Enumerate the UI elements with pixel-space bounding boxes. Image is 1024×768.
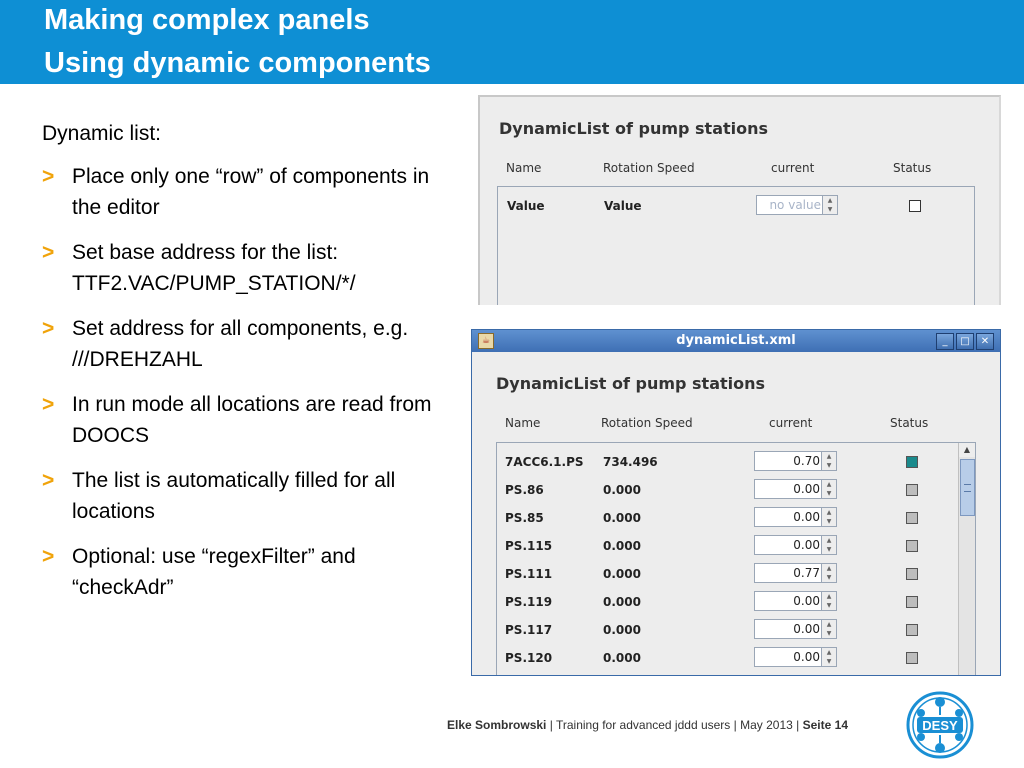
bullet-text: Set address for all components, e.g. ///DREHZAHL [72, 317, 409, 371]
bullet-arrow-icon: > [42, 469, 55, 492]
status-indicator [906, 540, 918, 552]
bullet-text: Optional: use “regexFilter” and “checkAdr” [72, 545, 356, 599]
bullet-arrow-icon: > [42, 393, 55, 416]
grip-icon [964, 484, 971, 492]
current-spinner[interactable] [754, 619, 837, 639]
java-app-icon: ☕ [478, 333, 494, 349]
row-name: 7ACC6.1.PS [505, 455, 584, 469]
status-indicator [906, 456, 918, 468]
row-speed: 0.000 [603, 483, 641, 497]
spinner-down-icon[interactable]: ▼ [826, 518, 832, 525]
footer-page: Seite 14 [802, 718, 848, 732]
logo-dot [917, 709, 925, 717]
bullet-arrow-icon: > [42, 545, 55, 568]
current-spinner[interactable] [754, 535, 837, 555]
bullet-text: The list is automatically filled for all locations [72, 469, 396, 523]
spinner-down-icon[interactable]: ▼ [826, 630, 832, 637]
row-name: PS.115 [505, 539, 553, 553]
maximize-button[interactable]: □ [956, 333, 974, 350]
spinner-value: 0.00 [793, 538, 820, 552]
spinner-arrows[interactable] [821, 508, 836, 526]
footer-author: Elke Sombrowski [447, 718, 547, 732]
desy-logo-icon [905, 690, 975, 760]
logo-dot [955, 733, 963, 741]
column-header-rotation-speed: Rotation Speed [603, 161, 695, 175]
spinner-down-icon[interactable]: ▼ [826, 490, 832, 497]
spinner-arrows[interactable] [821, 536, 836, 554]
spinner-up-icon[interactable]: ▲ [826, 453, 832, 460]
column-header-status: Status [890, 416, 929, 430]
row-name: PS.85 [505, 511, 544, 525]
row-name: PS.119 [505, 595, 553, 609]
bullet-item [42, 465, 442, 527]
spinner-value: 0.00 [793, 594, 820, 608]
editor-panel [478, 95, 1001, 305]
footer-date: May 2013 [740, 718, 793, 732]
footer-event: Training for advanced jddd users [555, 718, 731, 732]
editor-panel-title: DynamicList of pump stations [499, 119, 769, 138]
spinner-value: 0.00 [793, 622, 820, 636]
table-row [497, 475, 957, 503]
logo-text: DESY [922, 718, 958, 733]
spinner-down-icon[interactable]: ▼ [826, 546, 832, 553]
spinner-arrows[interactable] [821, 592, 836, 610]
spinner-value: no value [769, 198, 821, 212]
current-spinner[interactable] [754, 479, 837, 499]
spinner-up-icon[interactable]: ▲ [827, 197, 833, 204]
table-row [497, 531, 957, 559]
editor-row-speed: Value [604, 199, 642, 213]
bullet-arrow-icon: > [42, 165, 55, 188]
window-title: dynamicList.xml [676, 333, 796, 348]
bullet-item [42, 237, 442, 299]
spinner-arrows[interactable] [821, 480, 836, 498]
bullet-item [42, 313, 442, 375]
minimize-button[interactable]: _ [936, 333, 954, 350]
window-panel-title: DynamicList of pump stations [496, 374, 766, 393]
logo-dot [935, 697, 945, 707]
logo-dot [935, 743, 945, 753]
scroll-up-icon[interactable]: ▲ [959, 443, 975, 457]
close-button[interactable]: ✕ [976, 333, 994, 350]
slide-footer [447, 718, 848, 732]
spinner-arrows[interactable] [821, 564, 836, 582]
slide-title-line1: Making complex panels [44, 4, 370, 36]
slide-header [0, 0, 1024, 84]
spinner-up-icon[interactable]: ▲ [826, 621, 832, 628]
status-indicator [906, 512, 918, 524]
spinner-value: 0.00 [793, 650, 820, 664]
row-name: PS.111 [505, 567, 553, 581]
current-spinner[interactable] [754, 563, 837, 583]
row-speed: 0.000 [603, 651, 641, 665]
spinner-down-icon[interactable]: ▼ [826, 658, 832, 665]
scrollbar-thumb[interactable] [960, 459, 975, 516]
table-row [497, 559, 957, 587]
bullet-item [42, 161, 442, 223]
footer-separator: | [733, 718, 737, 732]
spinner-arrows[interactable] [821, 452, 836, 470]
spinner-down-icon[interactable]: ▼ [826, 602, 832, 609]
spinner-up-icon[interactable]: ▲ [826, 481, 832, 488]
table-row [497, 587, 957, 615]
column-header-status: Status [893, 161, 932, 175]
spinner-value: 0.00 [793, 510, 820, 524]
bullet-item [42, 541, 442, 603]
spinner-down-icon[interactable]: ▼ [826, 462, 832, 469]
status-indicator [906, 568, 918, 580]
status-indicator [906, 652, 918, 664]
column-header-name: Name [506, 161, 542, 175]
bullet-arrow-icon: > [42, 317, 55, 340]
bullet-text: Set base address for the list: TTF2.VAC/PUMP_STATION/*/ [72, 241, 356, 295]
status-indicator [906, 624, 918, 636]
current-spinner[interactable] [754, 507, 837, 527]
logo-dot [917, 733, 925, 741]
bullet-text: In run mode all locations are read from DOOCS [72, 393, 432, 447]
current-spinner[interactable] [754, 591, 837, 611]
row-speed: 0.000 [603, 595, 641, 609]
row-speed: 0.000 [603, 623, 641, 637]
row-name: PS.120 [505, 651, 553, 665]
spinner-up-icon[interactable]: ▲ [826, 565, 832, 572]
status-indicator [906, 596, 918, 608]
spinner-up-icon[interactable]: ▲ [826, 593, 832, 600]
column-header-current: current [771, 161, 815, 175]
spinner-value: 0.00 [793, 482, 820, 496]
spinner-value: 0.70 [793, 454, 820, 468]
row-speed: 0.000 [603, 539, 641, 553]
slide-title-line2: Using dynamic components [44, 47, 431, 79]
spinner-up-icon[interactable]: ▲ [826, 537, 832, 544]
spinner-arrows[interactable] [821, 620, 836, 638]
row-speed: 0.000 [603, 511, 641, 525]
bullet-arrow-icon: > [42, 241, 55, 264]
spinner-up-icon[interactable]: ▲ [826, 649, 832, 656]
row-speed: 0.000 [603, 567, 641, 581]
editor-row-name: Value [507, 199, 545, 213]
footer-separator: | [549, 718, 553, 732]
status-checkbox[interactable] [909, 200, 921, 212]
window-titlebar[interactable] [472, 330, 1000, 352]
column-header-name: Name [505, 416, 541, 430]
footer-separator: | [796, 718, 800, 732]
editor-list [497, 186, 975, 305]
bullet-item [42, 389, 442, 451]
current-spinner[interactable] [754, 647, 837, 667]
bullet-intro: Dynamic list: [42, 122, 162, 145]
spinner-arrows[interactable] [821, 648, 836, 666]
spinner-arrows[interactable] [822, 196, 837, 214]
status-indicator [906, 484, 918, 496]
bullet-text: Place only one “row” of components in the editor [72, 165, 430, 219]
vertical-scrollbar[interactable] [958, 443, 975, 676]
dynamic-list-window [471, 329, 1001, 676]
spinner-value: 0.77 [793, 566, 820, 580]
row-speed: 734.496 [603, 455, 658, 469]
spinner-down-icon[interactable]: ▼ [826, 574, 832, 581]
table-row [497, 615, 957, 643]
column-header-rotation-speed: Rotation Speed [601, 416, 693, 430]
column-header-current: current [769, 416, 813, 430]
row-name: PS.117 [505, 623, 553, 637]
current-spinner[interactable] [756, 195, 838, 215]
spinner-down-icon[interactable]: ▼ [827, 206, 833, 213]
table-row [497, 503, 957, 531]
bullet-list [42, 118, 442, 617]
logo-dot [955, 709, 963, 717]
table-row [497, 447, 957, 475]
row-name: PS.86 [505, 483, 544, 497]
table-row [497, 643, 957, 671]
current-spinner[interactable] [754, 451, 837, 471]
spinner-up-icon[interactable]: ▲ [826, 509, 832, 516]
pump-station-list [496, 442, 976, 676]
